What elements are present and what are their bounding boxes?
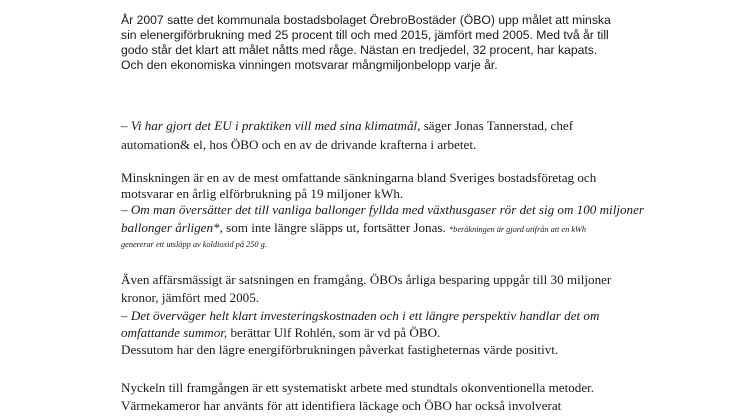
intro-line: godo står det klart att målet nåtts med råge. Nästan en tredjedel, 32 procent, har kapats. <box>121 43 598 57</box>
quote-text: – Det överväger helt klart investeringskostnaden och i ett längre perspektiv handlar det om <box>121 308 600 323</box>
body-line: motsvarar en årlig elförbrukning på 19 miljoner kWh. <box>121 186 404 201</box>
quote-line <box>121 325 440 341</box>
body-line: kronor, jämfört med 2005. <box>121 290 260 305</box>
body-line: Även affärsmässigt är satsningen en framgång. ÖBOs årliga besparing uppgår till 30 miljoner <box>121 272 612 287</box>
quote-line <box>121 118 573 134</box>
intro-line: Och den ekonomiska vinningen motsvarar mångmiljonbelopp varje år. <box>121 58 498 72</box>
quote-line <box>121 308 599 324</box>
intro-line: År 2007 satte det kommunala bostadsbolaget ÖrebroBostäder (ÖBO) upp målet att minska <box>121 13 611 27</box>
body-line: Minskningen är en av de mest omfattande sänkningarna bland Sveriges bostadsföretag och <box>121 170 597 185</box>
quote-text: – Vi har gjort det EU i praktiken vill med sina klimatmål, <box>121 118 421 133</box>
intro-line: sin elenergiförbrukning med 25 procent till och med 2015, jämfört med 2005. Med två år till <box>121 28 609 42</box>
body-line: Dessutom har den lägre energiförbrukningen påverkat fastigheternas värde positivt. <box>121 342 559 357</box>
footnote-text: genererar ett utsläpp av koldioxid på 250 g. <box>121 240 267 249</box>
quote-text: – Om man översätter det till vanliga ballonger fyllda med växthusgaser rör det sig om 100 miljoner <box>121 202 644 217</box>
quote-line <box>121 220 586 236</box>
quote-text: ballonger årligen* <box>121 220 220 235</box>
body-line: automation& el, hos ÖBO och en av de drivande krafterna i arbetet. <box>121 137 477 152</box>
attribution-text: , som inte längre släpps ut, fortsätter Jonas. <box>219 220 450 235</box>
quote-line <box>121 202 644 218</box>
footnote-text: *beräkningen är gjord utifrån att en kWh <box>449 225 587 234</box>
attribution-text: säger Jonas Tannerstad, chef <box>420 118 574 133</box>
quote-text: omfattande summor, <box>121 325 228 340</box>
body-line: Värmekameror har använts för att identifiera läckage och ÖBO har också involverat <box>121 398 562 413</box>
body-line: Nyckeln till framgången är ett systematiskt arbete med stundtals okonventionella metoder. <box>121 380 595 395</box>
attribution-text: berättar Ulf Rohlén, som är vd på ÖBO. <box>227 325 441 340</box>
